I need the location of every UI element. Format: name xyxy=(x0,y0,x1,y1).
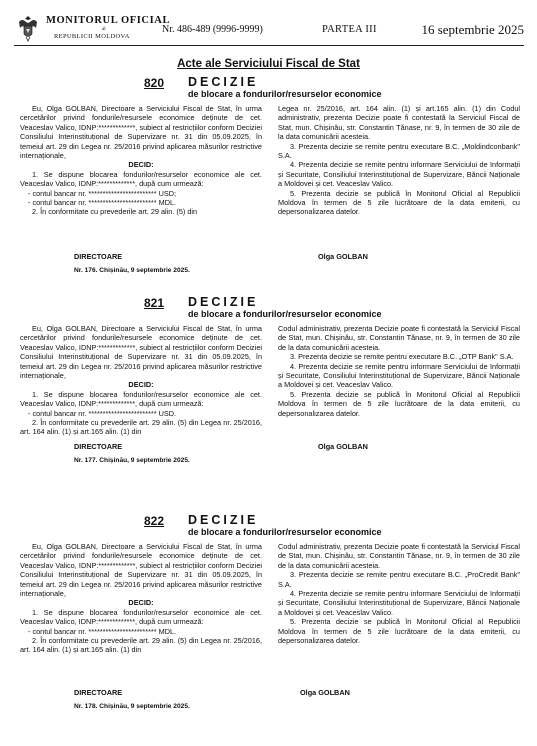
article-3: 3. Prezenta decizie se remite pentru executare B.C. „Moldindconbank" S.A. xyxy=(278,141,520,161)
bank-account-item: - contul bancar nr. ************************ USD. xyxy=(28,408,177,418)
issue-number: Nr. 486-489 (9996-9999) xyxy=(162,24,263,35)
preamble: Eu, Olga GOLBAN, Directoare a Serviciului Fiscal de Stat, în urma cercetărilor privind fondurile/resursele economice deținute de cet. Veaceslav Valico, IDNP:*************, subiect al restricțiilor conform Deciziei Consiliului Interinstituțional de Supervizare nr. 31 din 05.09.2025, în temeiul art. 29 din Legea nr. 25/2016 privind aplicarea măsurilor restrictive internaționale, xyxy=(20,324,262,381)
decision-word: DECIZIE xyxy=(188,513,259,527)
article-2-cont: Legea nr. 25/2016, art. 164 alin. (1) și art.165 alin. (1) din Codul administrativ, prezenta Decizie poate fi contestată la Serviciul Fiscal de Stat, mun. Chișinău, str. Constantin Tănase, nr. 9, în termen de 30 zile de la data comunicării acesteia. xyxy=(278,104,520,142)
decision-nr-line: Nr. 176. Chișinău, 9 septembrie 2025. xyxy=(74,267,190,274)
article-2: 2. În conformitate cu prevederile art. 29 alin. (5) din Legea nr. 25/2016, art. 164 alin. (1) și art.165 alin. (1) din xyxy=(20,418,262,437)
article-2: 2. În conformitate cu prevederile art. 29 alin. (5) din xyxy=(32,207,198,217)
article-4: 4. Prezenta decizie se remite pentru informare Serviciului de Informații și Securitate, Consiliului Interinstituțional de Supervizare, Băncii Naționale a Moldovei și cet. Veaceslav Valico. xyxy=(278,361,520,390)
decision-heading xyxy=(20,76,520,104)
bank-account-item: - contul bancar nr. ************************ MDL. xyxy=(28,198,177,208)
coat-of-arms-icon xyxy=(16,14,40,42)
article-4: 4. Prezenta decizie se remite pentru informare Serviciului de Informații și Securitate, Consiliului Interinstituțional de Supervizare, Băncii Naționale a Moldovei și cet. Veaceslav Valico. xyxy=(278,160,520,189)
part-label: PARTEA III xyxy=(322,24,377,35)
article-5: 5. Prezenta decizie se publică în Monitorul Oficial al Republicii Moldova în termen de 5 zile lucrătoare de la data emiterii, cu depersonalizarea datelor. xyxy=(278,617,520,646)
bank-account-item: - contul bancar nr. ************************ MDL. xyxy=(28,626,177,636)
signer-name: Olga GOLBAN xyxy=(300,688,350,697)
section-title: Acte ale Serviciului Fiscal de Stat xyxy=(177,58,360,70)
decision-word: DECIZIE xyxy=(188,75,259,89)
decision-heading xyxy=(20,296,520,324)
decision-block xyxy=(20,295,520,464)
article-5: 5. Prezenta decizie se publică în Monitorul Oficial al Republicii Moldova în termen de 5 zile lucrătoare de la data emiterii, cu depersonalizarea datelor. xyxy=(278,188,520,217)
signer-name: Olga GOLBAN xyxy=(318,442,368,451)
article-3: 3. Prezenta decizie se remite pentru executare B.C. „OTP Bank" S.A. xyxy=(290,352,514,362)
article-1: 1. Se dispune blocarea fondurilor/resurselor economice ale cet. Veaceslav Valico, IDNP:*************, după cum urmează: xyxy=(20,607,262,627)
signer-name: Olga GOLBAN xyxy=(318,252,368,261)
signer-role: DIRECTOARE xyxy=(74,688,123,697)
article-4: 4. Prezenta decizie se remite pentru informare Serviciului de Informații și Securitate, Consiliului Interinstituțional de Supervizare, Băncii Naționale a Moldovei și cet. Veaceslav Valico. xyxy=(278,589,520,617)
decision-nr-line: Nr. 177. Chișinău, 9 septembrie 2025. xyxy=(74,457,190,464)
masthead xyxy=(14,14,524,44)
decision-number: 821 xyxy=(144,296,165,310)
bank-account-item: - contul bancar nr. ************************ USD; xyxy=(28,188,177,198)
left-column xyxy=(20,542,262,655)
right-column xyxy=(278,104,520,217)
article-1: 1. Se dispune blocarea fondurilor/resurselor economice ale cet. Veaceslav Valico, IDNP:*************, după cum urmează: xyxy=(20,169,262,189)
left-column xyxy=(20,104,262,217)
right-column xyxy=(278,542,520,645)
signer-role: DIRECTOARE xyxy=(74,252,123,261)
decid-label: DECID: xyxy=(128,160,154,170)
right-column xyxy=(278,324,520,418)
decision-number: 822 xyxy=(144,514,165,528)
article-3: 3. Prezenta decizie se remite pentru executare B.C. „ProCredit Bank" S.A. xyxy=(278,570,520,589)
decision-word: DECIZIE xyxy=(188,295,259,309)
article-2: 2. În conformitate cu prevederile art. 29 alin. (5) din Legea nr. 25/2016, art. 164 alin. (1) și art.165 alin. (1) din xyxy=(20,636,262,655)
article-2-cont: Codul administrativ, prezenta Decizie poate fi contestată la Serviciul Fiscal de Stat, mun. Chișinău, str. Constantin Tănase, nr. 9, în termen de 30 zile de la data comunicării acesteia. xyxy=(278,324,520,352)
decid-label: DECID: xyxy=(128,598,154,608)
decision-block xyxy=(20,75,520,274)
decision-block xyxy=(20,513,520,710)
article-1: 1. Se dispune blocarea fondurilor/resurselor economice ale cet. Veaceslav Valico, IDNP:*************, după cum urmează: xyxy=(20,389,262,409)
decision-subtitle: de blocare a fondurilor/resurselor economice xyxy=(188,309,382,319)
decision-heading xyxy=(20,514,520,542)
decision-subtitle: de blocare a fondurilor/resurselor economice xyxy=(188,89,382,99)
masthead-al: al xyxy=(102,27,106,32)
signer-role: DIRECTOARE xyxy=(74,442,123,451)
left-column xyxy=(20,324,262,437)
issue-date: 16 septembrie 2025 xyxy=(421,22,524,37)
decision-subtitle: de blocare a fondurilor/resurselor economice xyxy=(188,527,382,537)
article-2-cont: Codul administrativ, prezenta Decizie poate fi contestată la Serviciul Fiscal de Stat, mun. Chișinău, str. Constantin Tănase, nr. 9, în termen de 30 zile de la data comunicării acesteia. xyxy=(278,542,520,570)
decid-label: DECID: xyxy=(128,380,154,390)
masthead-title: MONITORUL OFICIAL xyxy=(46,15,171,26)
decision-number: 820 xyxy=(144,76,165,90)
decision-nr-line: Nr. 178. Chișinău, 9 septembrie 2025. xyxy=(74,703,190,710)
preamble: Eu, Olga GOLBAN, Directoare a Serviciului Fiscal de Stat, în urma cercetărilor privind fondurile/resursele economice deținute de cet. Veaceslav Valico, IDNP:*************, subiect al restricțiilor conform Deciziei Consiliului Interinstituțional de Supervizare nr. 31 din 05.09.2025, în temeiul art. 29 din Legea nr. 25/2016 privind aplicarea măsurilor restrictive internaționale, xyxy=(20,104,262,161)
preamble: Eu, Olga GOLBAN, Directoare a Serviciului Fiscal de Stat, în urma cercetărilor privind fondurile/resursele economice deținute de cet. Veaceslav Valico, IDNP:*************, subiect al restricțiilor conform Deciziei Consiliului Interinstituțional de Supervizare nr. 31 din 05.09.2025, în temeiul art. 29 din Legea nr. 25/2016 privind aplicarea măsurilor restrictive internaționale, xyxy=(20,542,262,599)
masthead-republic: REPUBLICII MOLDOVA xyxy=(54,33,130,40)
article-5: 5. Prezenta decizie se publică în Monitorul Oficial al Republicii Moldova în termen de 5 zile lucrătoare de la data emiterii, cu depersonalizarea datelor. xyxy=(278,389,520,418)
header-divider xyxy=(14,45,524,46)
